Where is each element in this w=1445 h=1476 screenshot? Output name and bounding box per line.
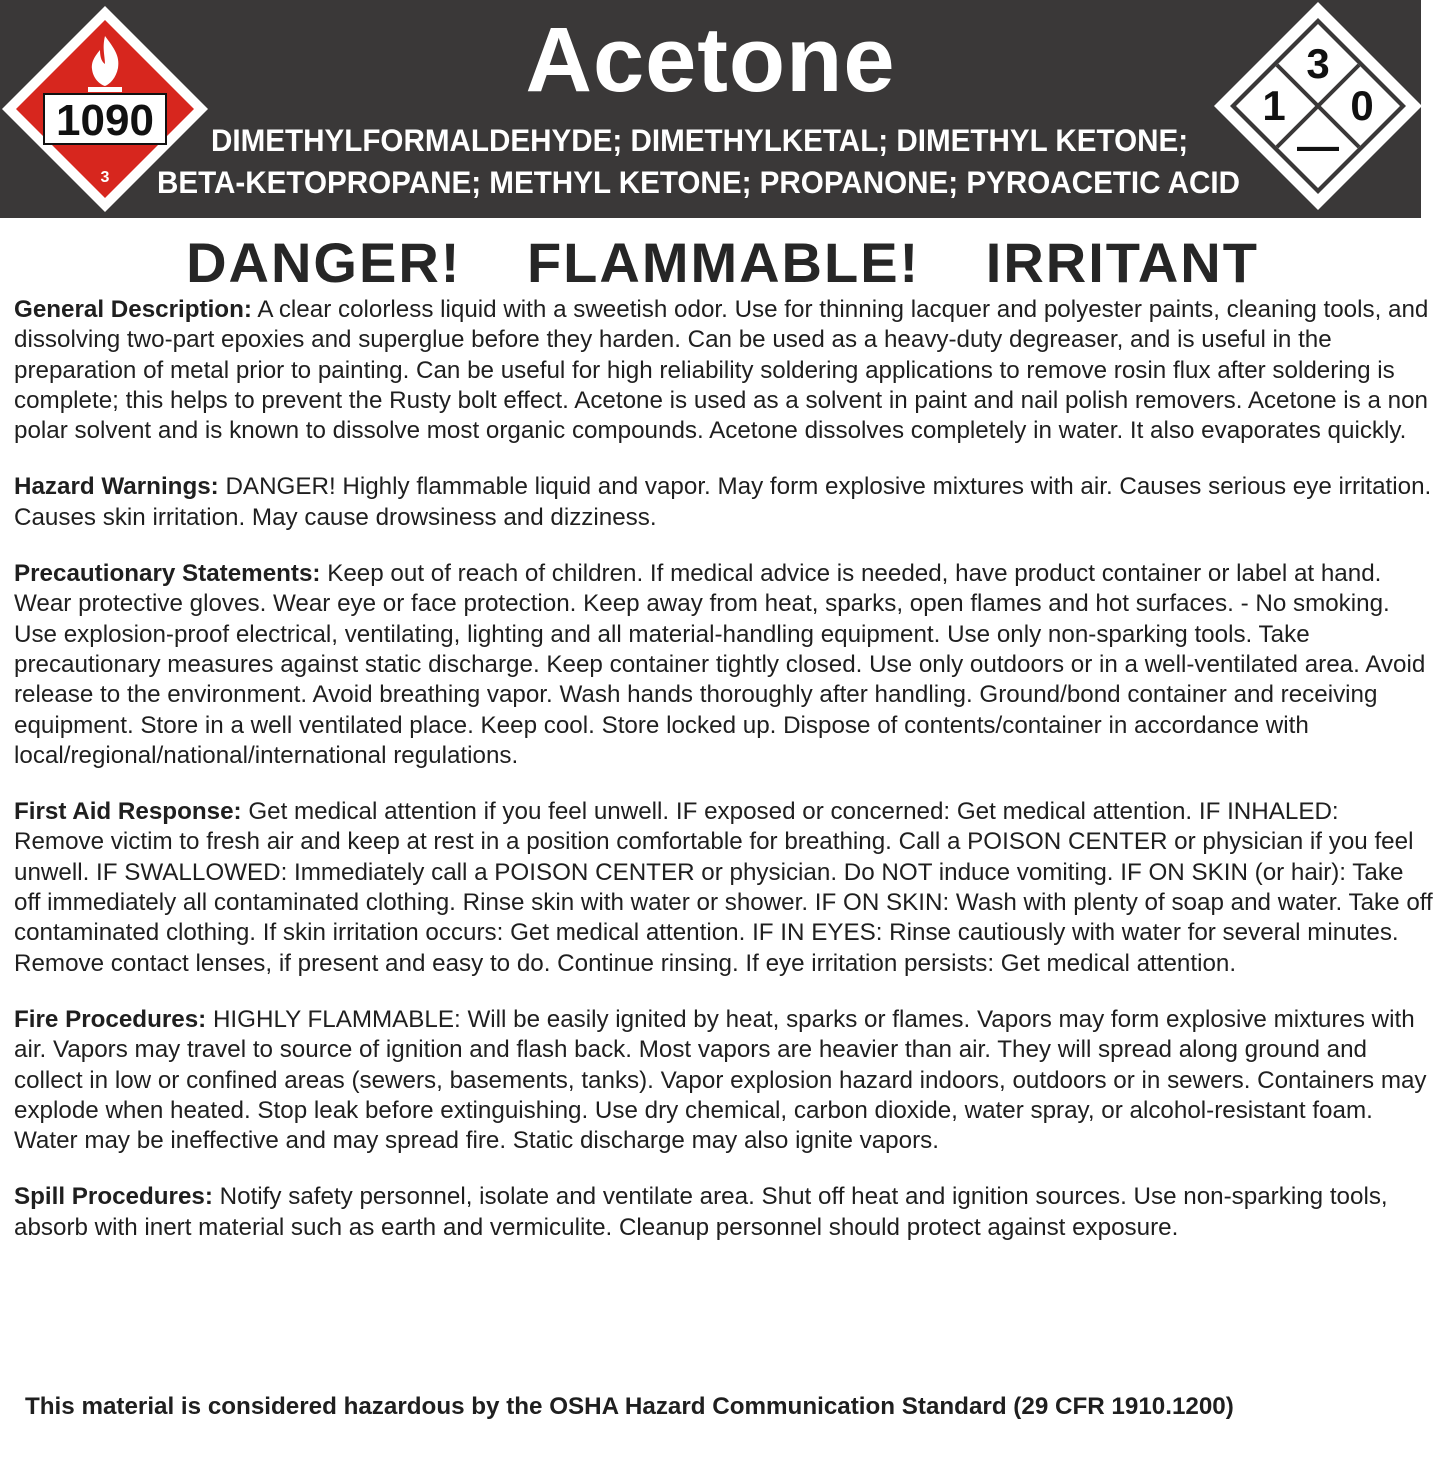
section-fire-procedures [14,1005,1434,1156]
section-text: DANGER! Highly flammable liquid and vapor. May form explosive mixtures with air. Causes serious eye irritation. Causes skin irritation. May cause drowsiness and dizziness. [14,473,1432,531]
section-precautionary-statements [14,559,1434,771]
section-text: Get medical attention if you feel unwell. IF exposed or concerned: Get medical attention. IF INHALED: Remove victim to fresh air and keep at rest in a position comfortable for breathing. Call a POISON CENTER or physician if you feel unwell. IF SWALLOWED: Immediately call a POISON CENTER or physician. Do NOT induce vomiting. IF ON SKIN (or hair): Take off immediately all contaminated clothing. Rinse skin with water or shower. IF ON SKIN: Wash with plenty of soap and water. Take off contaminated clothing. If skin irritation occurs: Get medical attention. IF IN EYES: Rinse cautiously with water for several minutes. Remove contact lenses, if present and easy to do. Continue rinsing. If eye irritation persists: Get medical attention. [14,798,1433,977]
section-text: Notify safety personnel, isolate and ventilate area. Shut off heat and ignition sources. Use non-sparking tools, absorb with inert material such as earth and vermiculite. Cleanup personnel should protect against exposure. [14,1183,1388,1241]
nfpa-instability: 0 [1350,82,1374,129]
label-header [0,0,1421,218]
nfpa-special: — [1297,122,1339,169]
label-body [14,295,1434,1269]
section-heading: Fire Procedures: [14,1005,207,1033]
nfpa-flammability: 3 [1306,40,1330,87]
un-number: 1090 [56,96,154,145]
section-hazard-warnings [14,472,1434,533]
section-spill-procedures [14,1182,1434,1243]
section-text: Keep out of reach of children. If medical advice is needed, have product container or label at hand. Wear protective gloves. Wear eye or face protection. Keep away from heat, sparks, open flames and hot surfaces. - No smoking. Use explosion-proof electrical, ventilating, lighting and all material-handling equipment. Use only non-sparking tools. Take precautionary measures against static discharge. Keep container tightly closed. Use only outdoors or in a well-ventilated area. Avoid release to the environment. Avoid breathing vapor. Wash hands thoroughly after handling. Ground/bond container and receiving equipment. Store in a well ventilated place. Keep cool. Store locked up. Dispose of contents/container in accordance with local/regional/national/international regulations. [14,560,1426,769]
section-heading: Precautionary Statements: [14,560,321,588]
signal-words: DANGER! FLAMMABLE! IRRITANT [186,231,1259,294]
nfpa-health: 1 [1262,82,1286,129]
product-title: Acetone [525,9,896,111]
section-first-aid-response [14,797,1434,979]
section-text: HIGHLY FLAMMABLE: Will be easily ignited by heat, sparks or flames. Vapors may form explosive mixtures with air. Vapors may travel to source of ignition and flash back. Most vapors are heavier than air. They will spread along ground and collect in low or confined areas (sewers, basements, tanks). Vapor explosion hazard indoors, outdoors or in sewers. Containers may explode when heated. Stop leak before extinguishing. Use dry chemical, carbon dioxide, water spray, or alcohol-resistant foam. Water may be ineffective and may spread fire. Static discharge may also ignite vapors. [14,1005,1427,1155]
section-heading: First Aid Response: [14,798,242,826]
synonyms-line-1: DIMETHYLFORMALDEHYDE; DIMETHYLKETAL; DIMETHYL KETONE; [211,122,1189,158]
synonyms-line-2: BETA-KETOPROPANE; METHYL KETONE; PROPANONE; PYROACETIC ACID [157,164,1241,200]
nfpa-diamond [1214,2,1422,210]
section-text: A clear colorless liquid with a sweetish odor. Use for thinning lacquer and polyester paints, cleaning tools, and dissolving two-part epoxies and superglue before they harden. Can be used as a heavy-duty degreaser, and is useful in the preparation of metal prior to painting. Can be useful for high reliability soldering applications to remove rosin flux after soldering is complete; this helps to prevent the Rusty bolt effect. Acetone is used as a solvent in paint and nail polish removers. Acetone is a non polar solvent and is known to dissolve most organic compounds. Acetone dissolves completely in water. It also evaporates quickly. [14,296,1429,445]
section-heading: Spill Procedures: [14,1183,213,1211]
hazard-class-number: 3 [100,169,110,186]
section-heading: Hazard Warnings: [14,473,219,501]
section-general-description [14,295,1434,446]
osha-footer-statement: This material is considered hazardous by the OSHA Hazard Communication Standard (29 CFR 1910.1200) [25,1393,1234,1420]
section-heading: General Description: [14,296,252,323]
